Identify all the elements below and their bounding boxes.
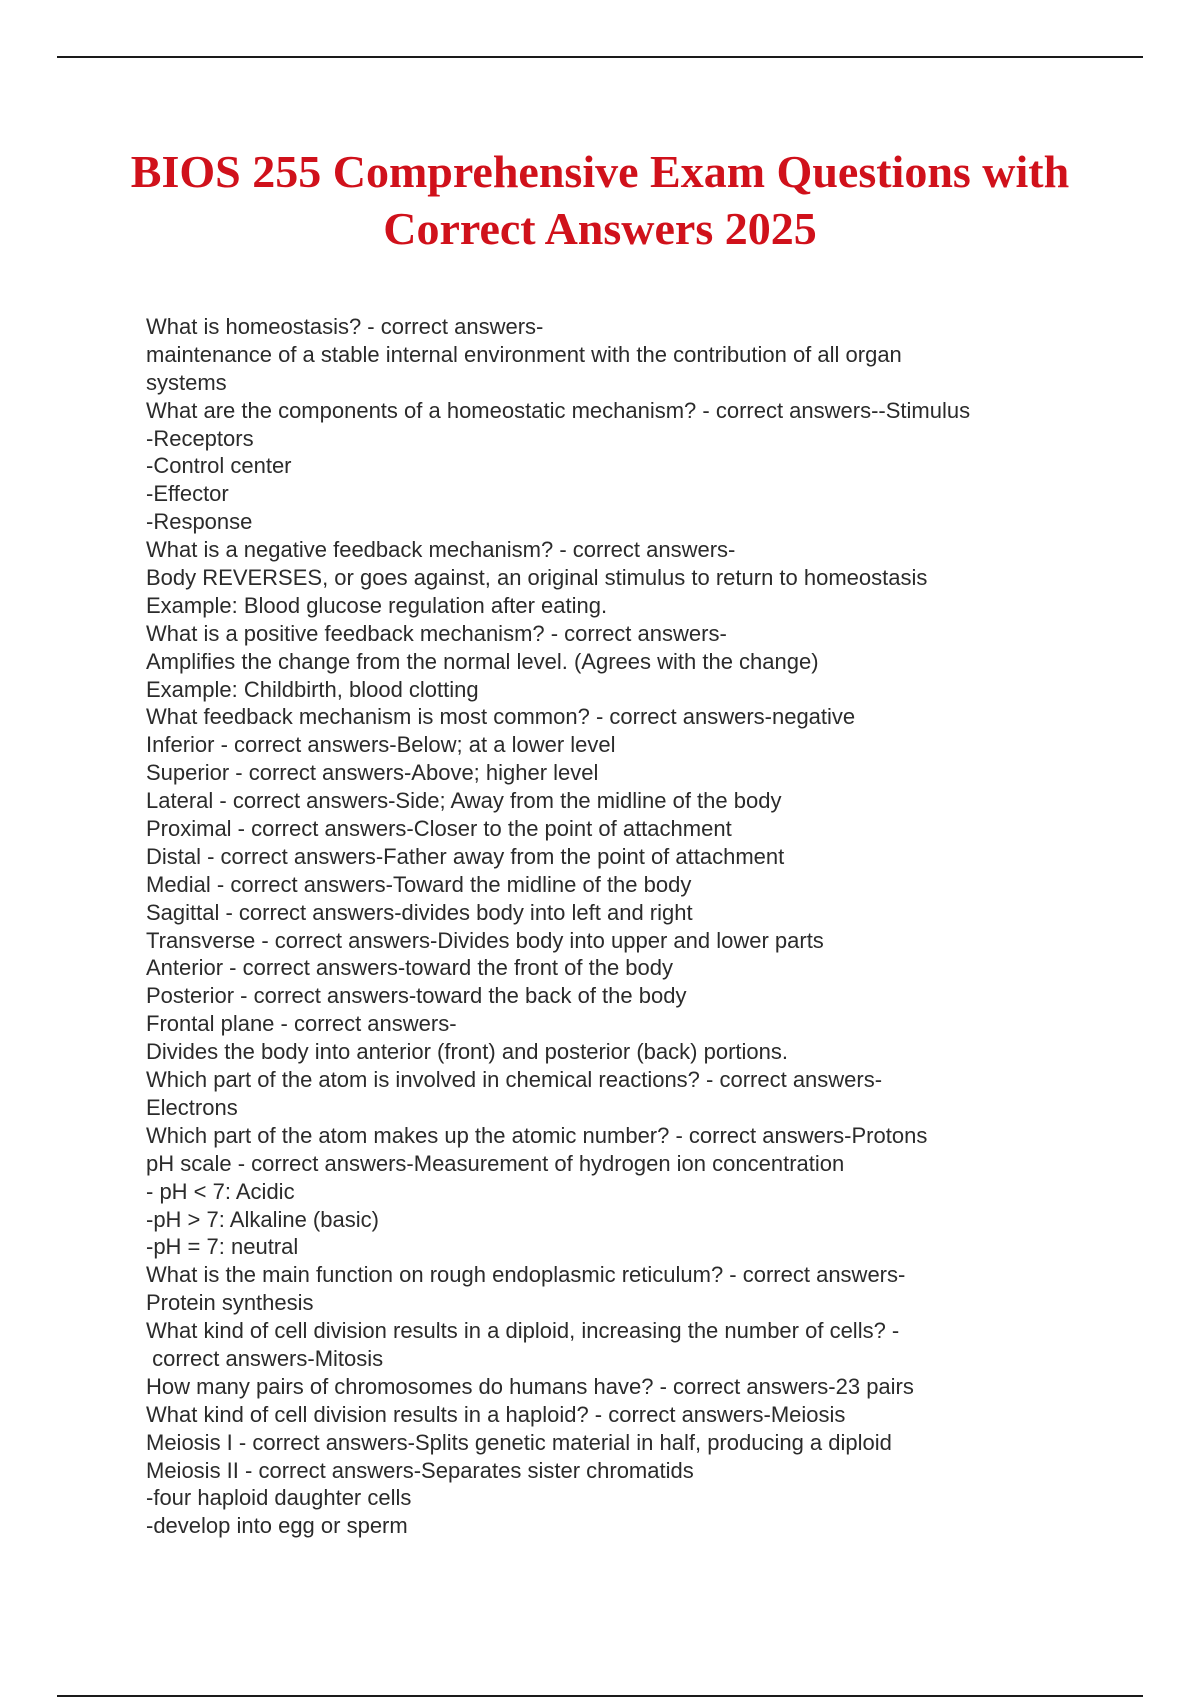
text-line: Proximal - correct answers-Closer to the point of attachment [146,816,732,842]
text-line: correct answers-Mitosis [146,1345,384,1371]
text-line: Medial - correct answers-Toward the midline of the body [146,871,692,897]
text-line: What is a negative feedback mechanism? - correct answers- [146,537,736,563]
text-line: Amplifies the change from the normal level. (Agrees with the change) [146,648,819,674]
text-line: What feedback mechanism is most common? - correct answers-negative [146,704,856,730]
text-line: What is the main function on rough endoplasmic reticulum? - correct answers- [146,1262,906,1288]
text-line: - pH < 7: Acidic [146,1178,295,1204]
header-rule [57,56,1143,58]
text-line: Which part of the atom is involved in chemical reactions? - correct answers- [146,1067,883,1093]
text-line: Inferior - correct answers-Below; at a lower level [146,732,616,758]
text-line: Transverse - correct answers-Divides body into upper and lower parts [146,927,824,953]
document-title: BIOS 255 Comprehensive Exam Questions with Correct Answers 2025 [130,146,1070,254]
text-line: -develop into egg or sperm [146,1513,408,1539]
document-body [146,313,1106,1540]
text-line: -Response [146,509,253,535]
text-line: systems [146,369,227,395]
text-line: What is a positive feedback mechanism? - correct answers- [146,620,727,646]
text-line: Electrons [146,1094,238,1120]
text-line: -Receptors [146,425,254,451]
footer-rule [57,1695,1143,1697]
text-line: Meiosis I - correct answers-Splits genetic material in half, producing a diploid [146,1429,892,1455]
text-line: -pH > 7: Alkaline (basic) [146,1206,379,1232]
text-line: Protein synthesis [146,1290,314,1316]
text-line: Sagittal - correct answers-divides body into left and right [146,899,693,925]
text-line: -Effector [146,481,229,507]
text-line: What kind of cell division results in a haploid? - correct answers-Meiosis [146,1401,846,1427]
text-line: Posterior - correct answers-toward the back of the body [146,983,687,1009]
text-line: Example: Childbirth, blood clotting [146,676,479,702]
text-line: Body REVERSES, or goes against, an original stimulus to return to homeostasis [146,565,928,591]
text-line: Which part of the atom makes up the atomic number? - correct answers-Protons [146,1122,928,1148]
text-line: Divides the body into anterior (front) and posterior (back) portions. [146,1039,788,1065]
text-line: How many pairs of chromosomes do humans have? - correct answers-23 pairs [146,1373,914,1399]
text-line: -Control center [146,453,292,479]
text-line: -four haploid daughter cells [146,1485,412,1511]
text-line: What kind of cell division results in a diploid, increasing the number of cells? - [146,1318,900,1344]
text-line: -pH = 7: neutral [146,1234,299,1260]
text-line: Example: Blood glucose regulation after eating. [146,592,608,618]
text-line: Frontal plane - correct answers- [146,1011,457,1037]
text-line: maintenance of a stable internal environment with the contribution of all organ [146,341,902,367]
text-line: Distal - correct answers-Father away from the point of attachment [146,843,785,869]
text-line: What is homeostasis? - correct answers- [146,314,544,339]
text-line: pH scale - correct answers-Measurement of hydrogen ion concentration [146,1150,845,1176]
text-line: What are the components of a homeostatic mechanism? - correct answers--Stimulus [146,397,971,423]
text-line: Superior - correct answers-Above; higher level [146,760,599,786]
text-line: Meiosis II - correct answers-Separates sister chromatids [146,1457,694,1483]
text-line: Lateral - correct answers-Side; Away from the midline of the body [146,788,782,814]
text-line: Anterior - correct answers-toward the front of the body [146,955,674,981]
